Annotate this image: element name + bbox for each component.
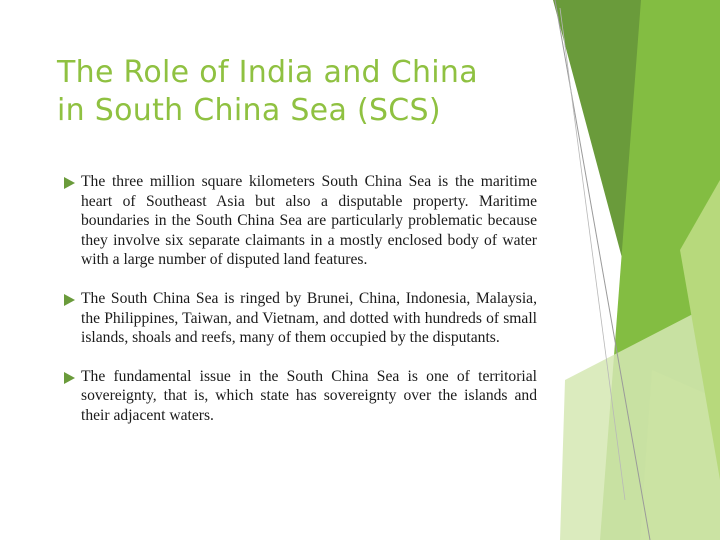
bullet-list bbox=[57, 172, 537, 445]
triangle-right-icon bbox=[57, 372, 81, 384]
slide-title-line-2: in South China Sea (SCS) bbox=[57, 93, 441, 128]
bullet-item-1 bbox=[57, 172, 537, 270]
triangle-right-icon bbox=[57, 294, 81, 306]
bullet-item-3 bbox=[57, 367, 537, 426]
triangle-right-icon bbox=[57, 177, 81, 189]
bullet-text-2: The South China Sea is ringed by Brunei, China, Indonesia, Malaysia, the Philippines, Taiwan, and Vietnam, and dotted with hundreds of small islands, shoals and reefs, many of them occupied by the disputants. bbox=[81, 289, 537, 347]
bullet-item-2 bbox=[57, 289, 537, 348]
bullet-text-1: The three million square kilometers South China Sea is the maritime heart of Southeast Asia but also a disputable property. Maritime boundaries in the South China Sea are particularly problematic because they involve six separate claimants in a mostly enclosed body of water with a large number of disputed land features. bbox=[81, 173, 537, 269]
slide-title-line-1: The Role of India and China bbox=[57, 55, 478, 90]
slide-title bbox=[57, 54, 537, 130]
bullet-text-3: The fundamental issue in the South China Sea is one of territorial sovereignty, that is, which state has sovereignty over the islands and their adjacent waters. bbox=[81, 367, 537, 424]
